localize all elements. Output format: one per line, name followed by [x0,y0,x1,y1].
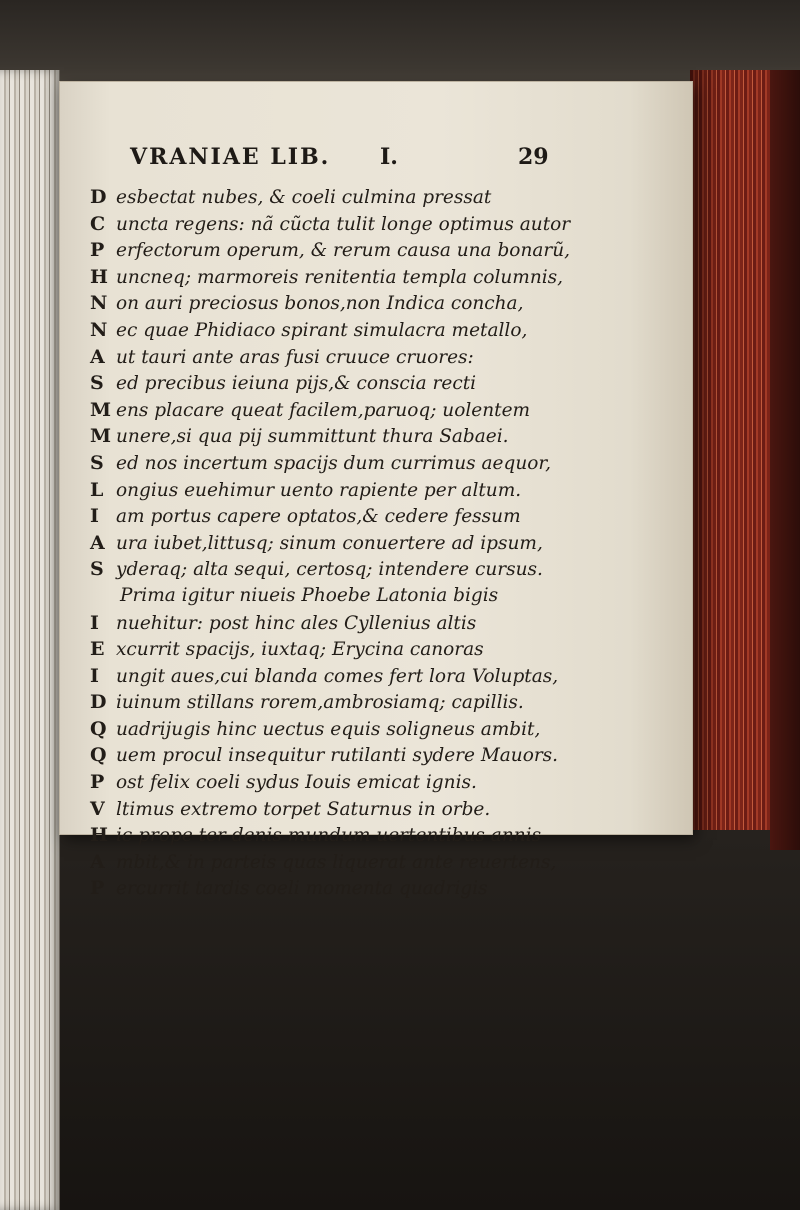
verse-line [90,796,690,823]
verse-text: ut tauri ante aras fusi cruuce cruores: [116,346,474,368]
verse-line [90,317,690,344]
verse-initial: I [90,664,99,687]
verse-text: xcurrit spacijs, iuxtaq; Erycina canoras [116,639,484,661]
verse-text: Prima igitur niueis Phoebe Latonia bigis [120,584,499,606]
verse-line [90,344,690,371]
verse-text: esbectat nubes, & coeli culmina pressat [116,187,492,208]
verse-text: uadrijugis hinc uectus equis soligneus ambit, [116,718,541,740]
verse-line [90,423,690,450]
folio-number: 29 [518,144,549,170]
verse-initial: N [90,292,108,315]
verse-text: ed nos incertum spacijs dum currimus aequor, [116,452,552,474]
verse-line [90,184,690,211]
verse-line [90,237,690,264]
verse-initial: H [90,265,108,288]
verse-text: uncneq; marmoreis renitentia templa columnis, [116,266,564,288]
verse-initial: C [90,212,106,235]
verse-line [90,610,690,637]
verse-text: am portus capere optatos,& cedere fessum [116,506,521,528]
verse-line [90,583,690,610]
verse-text: yderaq; alta sequi, certosq; intendere cursus. [116,559,543,581]
verse-line [90,477,690,504]
verse-initial: D [90,691,107,714]
verse-line [90,450,690,477]
verse-line [90,290,690,317]
verse-block [90,184,690,902]
verse-line [90,264,690,291]
verse-line [90,742,690,769]
verse-initial: A [90,345,105,368]
right-binding [770,70,800,850]
verse-text: iuinum stillans rorem,ambrosiamq; capillis. [116,692,524,714]
verse-line [90,530,690,557]
verse-line [90,769,690,796]
verse-line [90,689,690,716]
verse-text: nuehitur: post hinc ales Cyllenius altis [116,612,477,634]
verse-initial: P [90,877,105,900]
verse-initial: N [90,318,108,341]
verse-text: on auri preciosus bonos,non Indica concha, [116,293,524,315]
verse-line [90,875,690,902]
verse-initial: S [90,451,104,474]
verse-initial: I [90,611,99,634]
verse-text: ura iubet,littusq; sinum conuertere ad ipsum, [116,532,543,554]
verse-line [90,716,690,743]
verse-text: ic prope ter denis mundum uertentibus annis [116,825,542,847]
verse-line [90,397,690,424]
running-title: VRANIAE LIB. [130,144,331,170]
verse-initial: P [90,239,105,262]
verse-initial: M [90,398,112,421]
verse-text: uncta regens: nã cũcta tulit longe optimus autor [116,213,571,235]
verse-initial: L [90,478,104,501]
verse-initial: Q [90,717,107,740]
verse-line [90,822,690,849]
verse-initial: M [90,425,112,448]
verse-initial: E [90,638,105,661]
verse-text: ongius euehimur uento rapiente per altum. [116,479,522,501]
verse-text: ed precibus ieiuna pijs,& conscia recti [116,373,477,395]
verse-text: uem procul insequitur rutilanti sydere Mauors. [116,745,559,767]
verse-text: ercurrit tardis coeli momenta quadrigis [116,878,488,900]
verse-line [90,636,690,663]
verse-initial: D [90,186,107,208]
verse-initial: H [90,824,108,847]
verse-text: mbit,& in parteis quas liquerat ante reuertens, [116,851,557,873]
verse-text: ltimus extremo torpet Saturnus in orbe. [116,798,491,820]
verse-initial: A [90,531,105,554]
left-page-edges [0,70,60,1210]
verse-text: unere,si qua pij summittunt thura Sabaei. [116,426,509,448]
verse-line [90,370,690,397]
verse-text: erfectorum operum, & rerum causa una bonarũ, [116,240,571,262]
verse-line [90,503,690,530]
verse-line [90,849,690,876]
verse-text: ost felix coeli sydus Iouis emicat ignis. [116,772,477,794]
book-number: I. [380,144,398,170]
book-page [60,82,692,900]
verse-initial: S [90,558,104,581]
verse-initial: A [90,850,105,873]
dark-background-top [0,0,800,92]
verse-initial: P [90,771,105,794]
verse-line [90,663,690,690]
verse-text: ungit aues,cui blanda comes fert lora Voluptas, [116,665,559,687]
verse-initial: V [90,797,105,820]
verse-initial: S [90,372,104,395]
page-header [60,144,692,178]
verse-initial: I [90,505,99,528]
verse-text: ec quae Phidiaco spirant simulacra metallo, [116,319,528,341]
verse-line [90,211,690,238]
verse-initial: Q [90,744,107,767]
verse-line [90,556,690,583]
verse-text: ens placare queat facilem,paruoq; uolentem [116,399,531,421]
